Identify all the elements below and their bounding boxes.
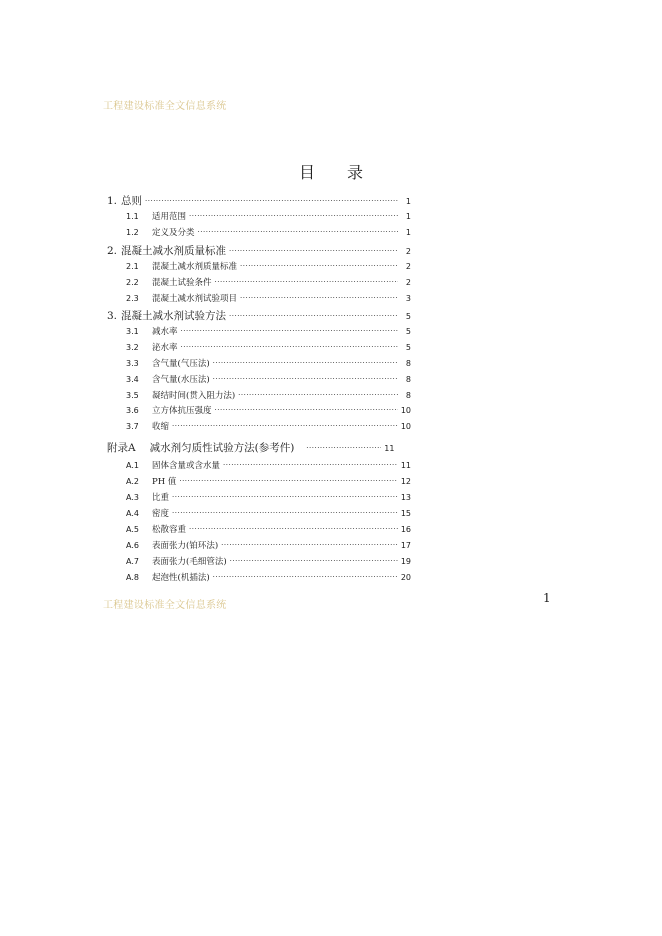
toc-entry-page: 1 (405, 228, 411, 237)
toc-entry-page: 5 (405, 312, 411, 321)
toc-section-entry[interactable] (126, 404, 411, 416)
toc-section-entry[interactable] (126, 226, 411, 238)
toc-entry-page: 5 (405, 343, 411, 352)
watermark-bottom: 工程建设标准全文信息系统 (103, 600, 227, 611)
toc-section-entry[interactable] (126, 357, 411, 369)
toc-entry-number: A.4 (126, 509, 139, 518)
toc-entry-number: A.7 (126, 557, 139, 566)
toc-entry-title: 表面张力(毛细管法) (152, 557, 227, 567)
toc-entry-page: 11 (400, 461, 411, 470)
toc-entry-number: 3.1 (126, 327, 139, 336)
toc-entry-page: 12 (400, 477, 411, 486)
toc-leader-dots (145, 197, 398, 205)
toc-entry-number: 3.3 (126, 359, 139, 368)
toc-entry-title: 总则 (121, 195, 143, 207)
toc-entry-number: 附录A (107, 442, 136, 454)
toc-section-entry[interactable] (126, 276, 411, 288)
toc-entry-page: 2 (405, 278, 411, 287)
toc-entry-page: 20 (400, 573, 411, 582)
toc-entry-title: 减水率 (152, 327, 178, 337)
toc-entry-page: 10 (400, 406, 411, 415)
toc-entry-number: 2. (107, 245, 118, 257)
toc-leader-dots (215, 278, 398, 286)
toc-leader-dots (229, 312, 398, 320)
toc-entry-number: 3. (107, 310, 118, 322)
toc-entry-page: 8 (405, 391, 411, 400)
toc-entry-page: 15 (400, 509, 411, 518)
toc-entry-page: 8 (405, 359, 411, 368)
toc-entry-title: 比重 (152, 493, 170, 503)
toc-section-entry[interactable] (126, 491, 411, 503)
toc-entry-page: 5 (405, 327, 411, 336)
toc-entry-title: 凝结时间(贯入阻力法) (152, 391, 236, 401)
toc-leader-dots (181, 327, 398, 335)
toc-leader-dots (189, 212, 398, 220)
toc-entry-number: A.6 (126, 541, 139, 550)
toc-section-entry[interactable] (126, 459, 411, 471)
toc-leader-dots (179, 477, 397, 485)
toc-entry-number: 3.4 (126, 375, 139, 384)
toc-entry-number: A.8 (126, 573, 139, 582)
toc-entry-number: 2.2 (126, 278, 139, 287)
toc-section-entry[interactable] (126, 210, 411, 222)
toc-entry-page: 17 (400, 541, 411, 550)
toc-entry-number: A.1 (126, 461, 139, 470)
toc-leader-dots (213, 573, 398, 581)
toc-entry-page: 11 (384, 444, 395, 453)
toc-entry-title: 混凝土减水剂质量标准 (121, 245, 227, 257)
toc-entry-number: A.3 (126, 493, 139, 502)
page-title (0, 160, 662, 183)
toc-entry-page: 2 (405, 247, 411, 256)
toc-entry-title: 固体含量或含水量 (152, 461, 221, 471)
toc-section-entry[interactable] (126, 507, 411, 519)
toc-chapter-entry[interactable] (107, 243, 411, 258)
toc-entry-page: 10 (400, 422, 411, 431)
watermark-top: 工程建设标准全文信息系统 (103, 101, 227, 112)
toc-entry-title: 密度 (152, 509, 170, 519)
toc-entry-title: 表面张力(铂环法) (152, 541, 219, 551)
toc-section-entry[interactable] (126, 389, 411, 401)
toc-entry-page: 16 (400, 525, 411, 534)
toc-entry-number: 2.3 (126, 294, 139, 303)
toc-entry-number: 1.1 (126, 212, 139, 221)
toc-entry-title: 含气量(水压法) (152, 375, 210, 385)
toc-entry-page: 8 (405, 375, 411, 384)
toc-leader-dots (240, 262, 398, 270)
toc-section-entry[interactable] (126, 475, 411, 487)
toc-entry-number: 2.1 (126, 262, 139, 271)
toc-entry-page: 13 (400, 493, 411, 502)
toc-entry-title: PH 值 (152, 477, 177, 487)
toc-section-entry[interactable] (126, 571, 411, 583)
toc-leader-dots (240, 294, 398, 302)
toc-entry-title: 混凝土减水剂试验方法 (121, 310, 227, 322)
title-char-2: 录 (347, 163, 364, 182)
toc-section-entry[interactable] (126, 523, 411, 535)
toc-leader-dots (306, 444, 381, 452)
toc-leader-dots (172, 422, 398, 430)
toc-entry-page: 2 (405, 262, 411, 271)
toc-entry-title: 立方体抗压强度 (152, 406, 212, 416)
toc-section-entry[interactable] (126, 292, 411, 304)
toc-entry-title: 混凝土试验条件 (152, 278, 212, 288)
toc-entry-title: 混凝土减水剂质量标准 (152, 262, 238, 272)
toc-section-entry[interactable] (126, 373, 411, 385)
toc-leader-dots (172, 509, 398, 517)
toc-entry-title: 减水剂匀质性试验方法(参考件) (149, 442, 295, 454)
toc-entry-number: A.5 (126, 525, 139, 534)
toc-entry-number: 3.5 (126, 391, 139, 400)
toc-section-entry[interactable] (126, 539, 411, 551)
toc-leader-dots (198, 228, 398, 236)
toc-entry-title: 含气量(气压法) (152, 359, 210, 369)
toc-leader-dots (172, 493, 398, 501)
title-char-1: 目 (298, 163, 315, 182)
toc-entry-number: 3.2 (126, 343, 139, 352)
toc-appendix-entry[interactable] (107, 440, 411, 455)
toc-section-entry[interactable] (126, 325, 411, 337)
toc-entry-number: 1. (107, 195, 118, 207)
toc-leader-dots (213, 375, 398, 383)
toc-section-entry[interactable] (126, 420, 411, 432)
toc-section-entry[interactable] (126, 555, 411, 567)
toc-leader-dots (213, 359, 398, 367)
toc-entry-page: 1 (405, 197, 411, 206)
toc-leader-dots (230, 557, 398, 565)
toc-entry-number: A.2 (126, 477, 139, 486)
page-number: 1 (543, 591, 551, 605)
toc-entry-title: 泌水率 (152, 343, 178, 353)
toc-entry-number: 1.2 (126, 228, 139, 237)
toc-entry-title: 收缩 (152, 422, 170, 432)
toc-leader-dots (229, 247, 398, 255)
toc-entry-number: 3.6 (126, 406, 139, 415)
toc-entry-page: 1 (405, 212, 411, 221)
toc-leader-dots (223, 461, 398, 469)
toc-chapter-entry[interactable] (107, 308, 411, 323)
toc-leader-dots (189, 525, 398, 533)
toc-section-entry[interactable] (126, 341, 411, 353)
toc-entry-title: 起泡性(机插法) (152, 573, 210, 583)
toc-leader-dots (181, 343, 398, 351)
toc-leader-dots (221, 541, 398, 549)
toc-entry-page: 19 (400, 557, 411, 566)
toc-entry-title: 混凝土减水剂试验项目 (152, 294, 238, 304)
toc-section-entry[interactable] (126, 260, 411, 272)
toc-entry-title: 适用范围 (152, 212, 187, 222)
toc-entry-number: 3.7 (126, 422, 139, 431)
toc-entry-title: 松散容重 (152, 525, 187, 535)
toc-leader-dots (238, 391, 398, 399)
toc-entry-page: 3 (405, 294, 411, 303)
toc-leader-dots (215, 406, 398, 414)
toc-entry-title: 定义及分类 (152, 228, 195, 238)
toc-chapter-entry[interactable] (107, 193, 411, 208)
